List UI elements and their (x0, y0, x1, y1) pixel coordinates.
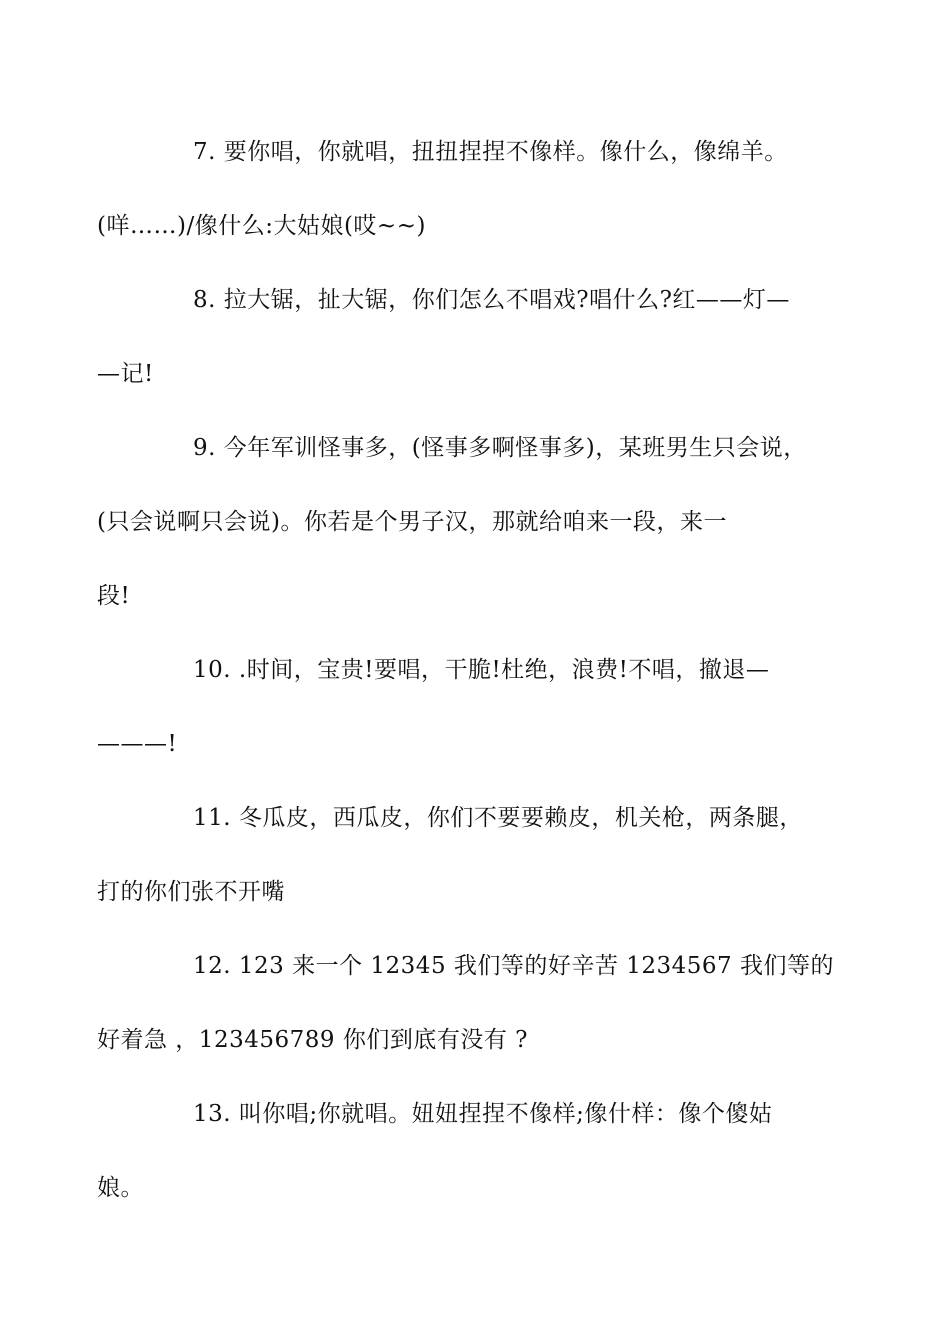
paragraph-11 (97, 781, 825, 929)
paragraph-line: 娘。 (97, 1175, 144, 1201)
paragraph-line: 8. 拉大锯，扯大锯，你们怎么不唱戏?唱什么?红——灯— (193, 287, 790, 313)
paragraph-10 (97, 633, 825, 781)
paragraph-line: ———! (97, 731, 178, 757)
paragraph-line: 13. 叫你唱;你就唱。妞妞捏捏不像样;像什样：像个傻姑 (193, 1101, 773, 1127)
paragraph-12 (97, 929, 834, 1077)
paragraph-line: 7. 要你唱，你就唱，扭扭捏捏不像样。像什么，像绵羊。 (193, 139, 788, 165)
paragraph-line: 好着急 ，123456789 你们到底有没有 ? (97, 1027, 528, 1053)
paragraph-7 (97, 115, 825, 263)
paragraph-line: 打的你们张不开嘴 (97, 879, 285, 905)
paragraph-13 (97, 1077, 825, 1225)
paragraph-line: 段! (97, 583, 131, 609)
paragraph-line: 10. .时间，宝贵!要唱，干脆!杜绝，浪费!不唱，撤退— (193, 657, 770, 683)
paragraph-line: (只会说啊只会说)。你若是个男子汉，那就给咱来一段，来一 (97, 509, 727, 535)
paragraph-line: 11. 冬瓜皮，西瓜皮，你们不要要赖皮，机关枪，两条腿， (193, 805, 803, 831)
paragraph-line: 12. 123 来一个 12345 我们等的好辛苦 1234567 我们等的 (193, 953, 834, 979)
paragraph-line: 9. 今年军训怪事多，(怪事多啊怪事多)，某班男生只会说， (193, 435, 807, 461)
paragraph-8 (97, 263, 825, 411)
paragraph-line: (咩……)/像什么:大姑娘(哎~~) (97, 213, 426, 239)
paragraph-line: —记! (97, 361, 154, 387)
paragraph-9 (97, 411, 825, 633)
